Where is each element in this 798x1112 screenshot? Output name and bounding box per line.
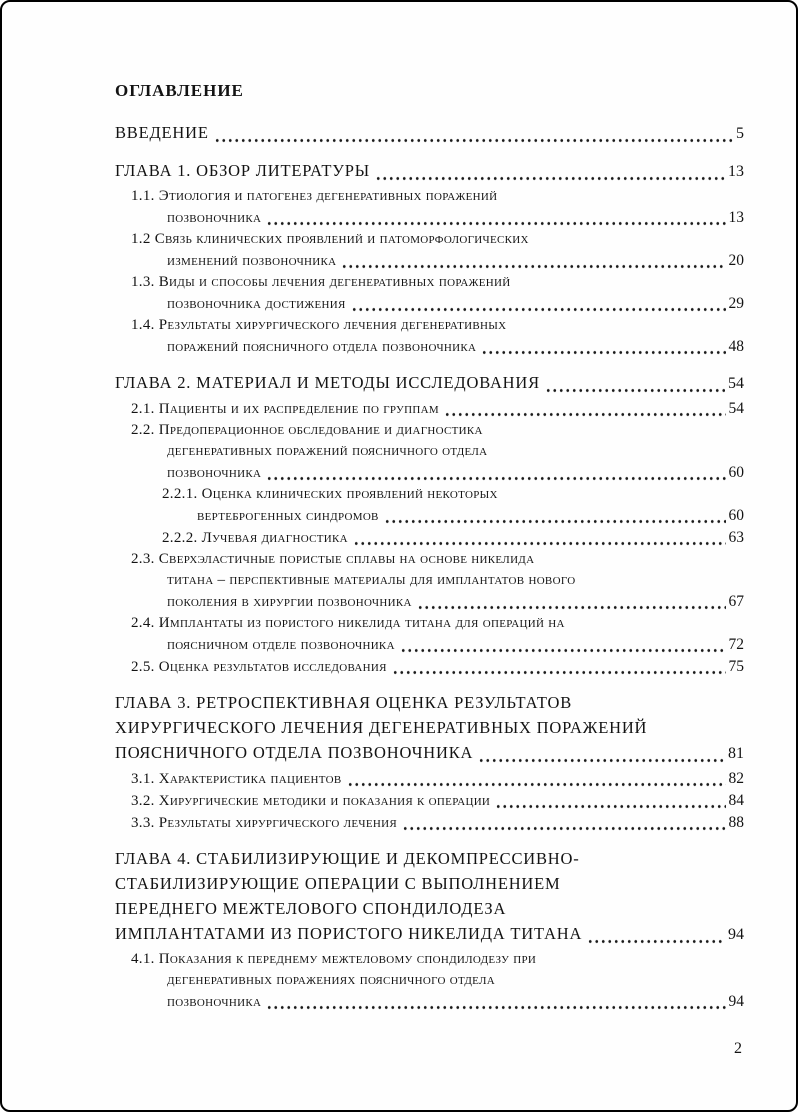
toc-list bbox=[115, 120, 744, 1013]
toc-entry-text: позвоночника достижения bbox=[167, 296, 346, 312]
dot-leader bbox=[478, 740, 725, 766]
toc-page-number: 94 bbox=[728, 993, 744, 1010]
toc-entry-text: 1.2 Связь клинических проявлений и патоморфологических bbox=[131, 231, 529, 247]
toc-entry-text: дегенеративных поражениях поясничного отдела bbox=[167, 972, 496, 988]
toc-entry-text: 2.2.2. Лучевая диагностика bbox=[162, 530, 348, 546]
toc-line bbox=[115, 505, 744, 527]
toc-entry-text: поколения в хирургии позвоночника bbox=[167, 594, 412, 610]
dot-leader bbox=[400, 634, 726, 656]
toc-entry bbox=[115, 613, 744, 656]
toc-line bbox=[115, 812, 744, 834]
toc-entry-text: СТАБИЛИЗИРУЮЩИЕ ОПЕРАЦИИ С ВЫПОЛНЕНИЕМ bbox=[115, 874, 561, 893]
toc-entry-text: 2.2. Предоперационное обследование и диагностика bbox=[131, 422, 483, 438]
dot-leader bbox=[481, 336, 725, 358]
toc-page-number: 48 bbox=[728, 338, 744, 355]
toc-entry-text: позвоночника bbox=[167, 210, 262, 226]
toc-entry-text: ИМПЛАНТАТАМИ ИЗ ПОРИСТОГО НИКЕЛИДА ТИТАНА bbox=[115, 924, 583, 943]
toc-page-number: 60 bbox=[728, 464, 744, 481]
toc-entry-text: 2.3. Сверхэластичные пористые сплавы на основе никелида bbox=[131, 551, 535, 567]
toc-page-number: 81 bbox=[728, 745, 744, 762]
toc-entry-text: 3.2. Хирургические методики и показания к операции bbox=[131, 793, 491, 809]
dot-leader bbox=[375, 158, 725, 184]
toc-entry-text: ГЛАВА 3. РЕТРОСПЕКТИВНАЯ ОЦЕНКА РЕЗУЛЬТАТОВ bbox=[115, 693, 573, 712]
toc-line bbox=[115, 591, 744, 613]
toc-entry bbox=[115, 398, 744, 420]
toc-entry bbox=[115, 549, 744, 613]
dot-leader bbox=[392, 656, 726, 678]
toc-line bbox=[115, 229, 744, 250]
toc-entry-text: ХИРУРГИЧЕСКОГО ЛЕЧЕНИЯ ДЕГЕНЕРАТИВНЫХ ПОРАЖЕНИЙ bbox=[115, 718, 648, 737]
toc-line bbox=[115, 420, 744, 441]
toc-entry bbox=[115, 420, 744, 484]
toc-content bbox=[115, 80, 744, 1013]
toc-line bbox=[115, 634, 744, 656]
dot-leader bbox=[417, 591, 726, 613]
toc-line bbox=[115, 715, 744, 740]
toc-entry-text: позвоночника bbox=[167, 465, 262, 481]
toc-page-number: 54 bbox=[728, 375, 744, 392]
dot-leader bbox=[266, 462, 725, 484]
toc-page-number: 67 bbox=[728, 593, 744, 610]
toc-line bbox=[115, 871, 744, 896]
toc-page-number: 54 bbox=[728, 400, 744, 417]
dot-leader bbox=[353, 527, 726, 549]
toc-line bbox=[115, 293, 744, 315]
toc-page-number: 13 bbox=[728, 163, 744, 180]
toc-line bbox=[115, 656, 744, 678]
toc-line bbox=[115, 970, 744, 991]
toc-entry bbox=[115, 315, 744, 358]
toc-line bbox=[115, 484, 744, 505]
toc-page-number: 5 bbox=[736, 125, 744, 142]
toc-line bbox=[115, 158, 744, 184]
toc-page-number: 29 bbox=[728, 295, 744, 312]
dot-leader bbox=[402, 812, 726, 834]
dot-leader bbox=[495, 790, 725, 812]
toc-entry bbox=[115, 812, 744, 834]
dot-leader bbox=[351, 293, 726, 315]
toc-line bbox=[115, 398, 744, 420]
toc-entry-text: 2.5. Оценка результатов исследования bbox=[131, 659, 387, 675]
dot-leader bbox=[341, 250, 725, 272]
toc-entry-text: ГЛАВА 4. СТАБИЛИЗИРУЮЩИЕ И ДЕКОМПРЕССИВНО- bbox=[115, 849, 580, 868]
toc-entry bbox=[115, 690, 744, 766]
toc-entry bbox=[115, 527, 744, 549]
toc-entry bbox=[115, 370, 744, 396]
toc-entry bbox=[115, 272, 744, 315]
toc-entry-text: поясничном отделе позвоночника bbox=[167, 637, 395, 653]
toc-entry-text: 2.1. Пациенты и их распределение по группам bbox=[131, 401, 439, 417]
toc-line bbox=[115, 186, 744, 207]
toc-entry-text: ГЛАВА 1. ОБЗОР ЛИТЕРАТУРЫ bbox=[115, 161, 370, 180]
toc-line bbox=[115, 207, 744, 229]
dot-leader bbox=[384, 505, 726, 527]
toc-entry-text: вертеброгенных синдромов bbox=[197, 508, 379, 524]
toc-entry-text: ГЛАВА 2. МАТЕРИАЛ И МЕТОДЫ ИССЛЕДОВАНИЯ bbox=[115, 373, 540, 392]
toc-entry-text: 1.1. Этиология и патогенез дегенеративных поражений bbox=[131, 188, 498, 204]
page-title: ОГЛАВЛЕНИЕ bbox=[115, 81, 244, 100]
toc-entry-text: ПЕРЕДНЕГО МЕЖТЕЛОВОГО СПОНДИЛОДЕЗА bbox=[115, 899, 507, 918]
toc-line bbox=[115, 527, 744, 549]
toc-line bbox=[115, 315, 744, 336]
toc-entry-text: позвоночника bbox=[167, 994, 262, 1010]
toc-line bbox=[115, 250, 744, 272]
toc-line bbox=[115, 768, 744, 790]
toc-page-number: 20 bbox=[728, 252, 744, 269]
toc-entry-text: 2.2.1. Оценка клинических проявлений некоторых bbox=[162, 486, 498, 502]
toc-entry-text: дегенеративных поражений поясничного отдела bbox=[167, 443, 488, 459]
toc-line bbox=[115, 370, 744, 396]
toc-entry-text: 1.4. Результаты хирургического лечения дегенеративных bbox=[131, 317, 507, 333]
toc-page-number: 13 bbox=[728, 209, 744, 226]
footer-page-number: 2 bbox=[734, 1040, 742, 1057]
toc-entry bbox=[115, 186, 744, 229]
toc-entry bbox=[115, 656, 744, 678]
toc-entry-text: ПОЯСНИЧНОГО ОТДЕЛА ПОЗВОНОЧНИКА bbox=[115, 743, 474, 762]
toc-line bbox=[115, 336, 744, 358]
toc-entry-text: поражений поясничного отдела позвоночника bbox=[167, 339, 477, 355]
toc-page-number: 88 bbox=[728, 814, 744, 831]
toc-entry-text: ВВЕДЕНИЕ bbox=[115, 123, 209, 142]
dot-leader bbox=[587, 921, 725, 947]
toc-entry bbox=[115, 484, 744, 527]
toc-line bbox=[115, 790, 744, 812]
toc-entry bbox=[115, 229, 744, 272]
toc-line bbox=[115, 896, 744, 921]
toc-entry-text: изменений позвоночника bbox=[167, 253, 337, 269]
toc-line bbox=[115, 921, 744, 947]
toc-line bbox=[115, 949, 744, 970]
toc-line bbox=[115, 570, 744, 591]
toc-page-number: 72 bbox=[728, 636, 744, 653]
toc-line bbox=[115, 846, 744, 871]
toc-line bbox=[115, 549, 744, 570]
dot-leader bbox=[545, 370, 725, 396]
dot-leader bbox=[347, 768, 726, 790]
toc-entry bbox=[115, 768, 744, 790]
toc-entry bbox=[115, 158, 744, 184]
toc-entry bbox=[115, 949, 744, 1013]
toc-page-number: 63 bbox=[728, 529, 744, 546]
dot-leader bbox=[266, 207, 725, 229]
toc-entry-text: титана – перспективные материалы для имплантатов нового bbox=[167, 572, 576, 588]
toc-page-number: 75 bbox=[728, 658, 744, 675]
toc-entry-text: 3.1. Характеристика пациентов bbox=[131, 771, 342, 787]
toc-entry-text: 2.4. Имплантаты из пористого никелида титана для операций на bbox=[131, 615, 565, 631]
toc-line bbox=[115, 740, 744, 766]
toc-entry-text: 4.1. Показания к переднему межтеловому спондилодезу при bbox=[131, 951, 537, 967]
toc-entry bbox=[115, 790, 744, 812]
dot-leader bbox=[444, 398, 726, 420]
toc-page-number: 94 bbox=[728, 926, 744, 943]
toc-line bbox=[115, 441, 744, 462]
dot-leader bbox=[214, 120, 733, 146]
toc-line bbox=[115, 690, 744, 715]
toc-page-number: 82 bbox=[728, 770, 744, 787]
toc-entry-text: 3.3. Результаты хирургического лечения bbox=[131, 815, 397, 831]
toc-entry-text: 1.3. Виды и способы лечения дегенеративных поражений bbox=[131, 274, 511, 290]
toc-line bbox=[115, 462, 744, 484]
toc-line bbox=[115, 120, 744, 146]
dot-leader bbox=[266, 991, 725, 1013]
toc-entry bbox=[115, 120, 744, 146]
toc-page-number: 84 bbox=[728, 792, 744, 809]
toc-page-number: 60 bbox=[728, 507, 744, 524]
toc-line bbox=[115, 991, 744, 1013]
toc-entry bbox=[115, 846, 744, 947]
toc-line bbox=[115, 272, 744, 293]
toc-line bbox=[115, 613, 744, 634]
